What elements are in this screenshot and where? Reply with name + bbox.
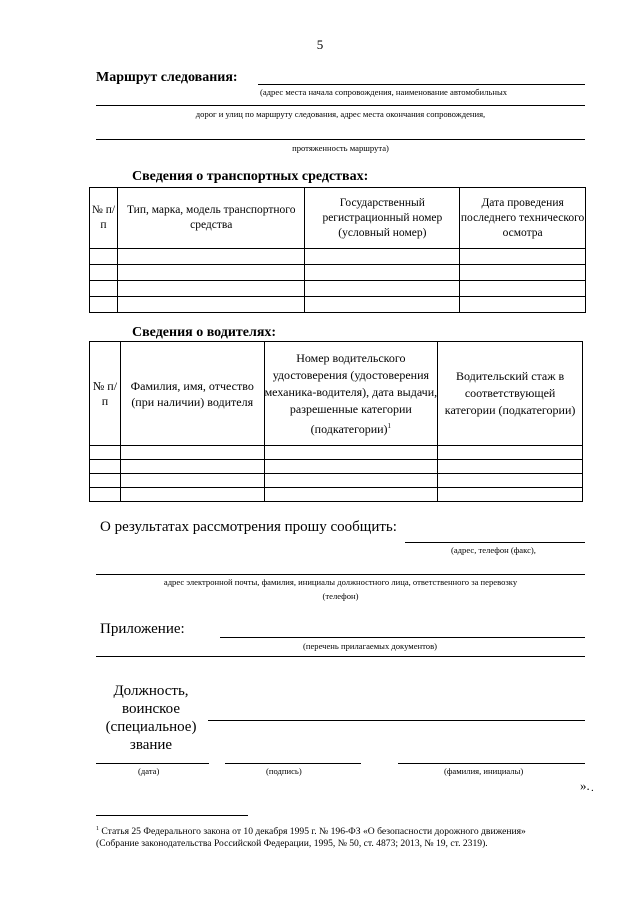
sign-caption: (подпись) [266,766,302,776]
results-line-2[interactable] [96,574,585,575]
table-cell[interactable] [305,281,460,297]
results-label: О результатах рассмотрения прошу сообщить: [100,519,397,535]
table-cell[interactable] [438,488,583,502]
vehicles-header-row [90,188,586,249]
table-row [90,488,583,502]
table-cell[interactable] [90,265,118,281]
table-cell[interactable] [120,460,264,474]
position-title [96,682,206,754]
vehicles-col-type: Тип, марка, модель транспортного средства [117,188,305,249]
attachment-line-1[interactable] [220,637,585,638]
vehicles-col-inspection: Дата проведения последнего технического осмотра [460,188,586,249]
attachment-line-2[interactable] [96,656,585,657]
results-hint-2: адрес электронной почты, фамилия, инициалы должностного лица, ответственного за перевозку [163,577,518,587]
table-cell[interactable] [120,474,264,488]
route-line-2[interactable] [96,105,585,106]
route-hint-1: (адрес места начала сопровождения, наименование автомобильных [260,87,508,97]
table-cell[interactable] [460,297,586,313]
vehicles-col-regnum: Государственный регистрационный номер (условный номер) [305,188,460,249]
attachment-hint: (перечень прилагаемых документов) [303,641,437,651]
footnote-mark: 1 [96,826,99,832]
table-cell[interactable] [117,297,305,313]
position-line-1: Должность, [113,683,189,699]
drivers-col-name: Фамилия, имя, отчество (при наличии) водителя [120,342,264,446]
footnote-line-1 [96,823,526,838]
footnote-text-1: Статья 25 Федерального закона от 10 декабря 1995 г. № 196-ФЗ «О безопасности дорожного движения» [101,826,526,838]
vehicles-heading: Сведения о транспортных средствах: [132,169,369,184]
table-cell[interactable] [90,297,118,313]
vehicles-col-number: № п/п [90,188,118,249]
table-cell[interactable] [90,488,121,502]
footnote-divider [96,815,248,816]
footnote-line-2: (Собрание законодательства Российской Федерации, 1995, № 50, ст. 4873; 2013, № 19, ст. 2319). [96,838,488,850]
table-cell[interactable] [264,460,438,474]
table-cell[interactable] [90,249,118,265]
table-cell[interactable] [438,474,583,488]
table-cell[interactable] [117,265,305,281]
table-row [90,474,583,488]
footnote-ref: 1 [387,421,392,430]
drivers-col-license [264,342,438,446]
table-cell[interactable] [264,488,438,502]
table-cell[interactable] [264,446,438,460]
table-cell[interactable] [460,249,586,265]
table-cell[interactable] [120,446,264,460]
drivers-col-number: № п/п [90,342,121,446]
route-label: Маршрут следования: [96,70,238,85]
table-cell[interactable] [117,249,305,265]
drivers-table [89,341,583,502]
closing-dot: . [591,782,594,794]
table-row [90,446,583,460]
date-line[interactable] [96,763,209,764]
results-line-1[interactable] [405,542,585,543]
table-cell[interactable] [438,460,583,474]
closing-quote: ». [580,778,590,793]
table-cell[interactable] [120,488,264,502]
table-cell[interactable] [460,281,586,297]
position-line-3: (специальное) [105,719,197,735]
table-cell[interactable] [305,265,460,281]
table-row [90,460,583,474]
table-cell[interactable] [305,297,460,313]
position-line-2: воинское [121,701,181,717]
table-cell[interactable] [264,474,438,488]
vehicles-table [89,187,586,313]
attachment-label: Приложение: [100,621,185,637]
results-hint-1: (адрес, телефон (факс), [451,545,536,555]
table-cell[interactable] [90,281,118,297]
drivers-col-experience: Водительский стаж в соответствующей категории (подкатегории) [438,342,583,446]
table-cell[interactable] [90,446,121,460]
table-cell[interactable] [117,281,305,297]
table-row [90,297,586,313]
table-cell[interactable] [305,249,460,265]
table-row [90,281,586,297]
results-hint-3: (телефон) [322,591,359,601]
date-caption: (дата) [138,766,160,776]
route-hint-2: дорог и улиц по маршруту следования, адрес места окончания сопровождения, [195,109,486,119]
route-line-1[interactable] [258,84,585,85]
route-line-3[interactable] [96,139,585,140]
table-cell[interactable] [90,460,121,474]
name-line[interactable] [398,763,585,764]
position-line-4: звание [129,737,173,753]
table-cell[interactable] [460,265,586,281]
footnote [96,823,526,850]
sign-line[interactable] [225,763,361,764]
position-line[interactable] [208,720,585,721]
drivers-heading: Сведения о водителях: [132,325,277,340]
drivers-col-license-text: Номер водительского удостоверения (удостоверения механика-водителя), дата выдачи, разрешенные категории (подкатегории) [264,350,438,436]
table-row [90,265,586,281]
name-caption: (фамилия, инициалы) [444,766,524,776]
table-row [90,249,586,265]
table-cell[interactable] [438,446,583,460]
route-hint-3: протяженность маршрута) [292,143,389,153]
page-number: 5 [316,37,324,52]
drivers-header-row [90,342,583,446]
table-cell[interactable] [90,474,121,488]
